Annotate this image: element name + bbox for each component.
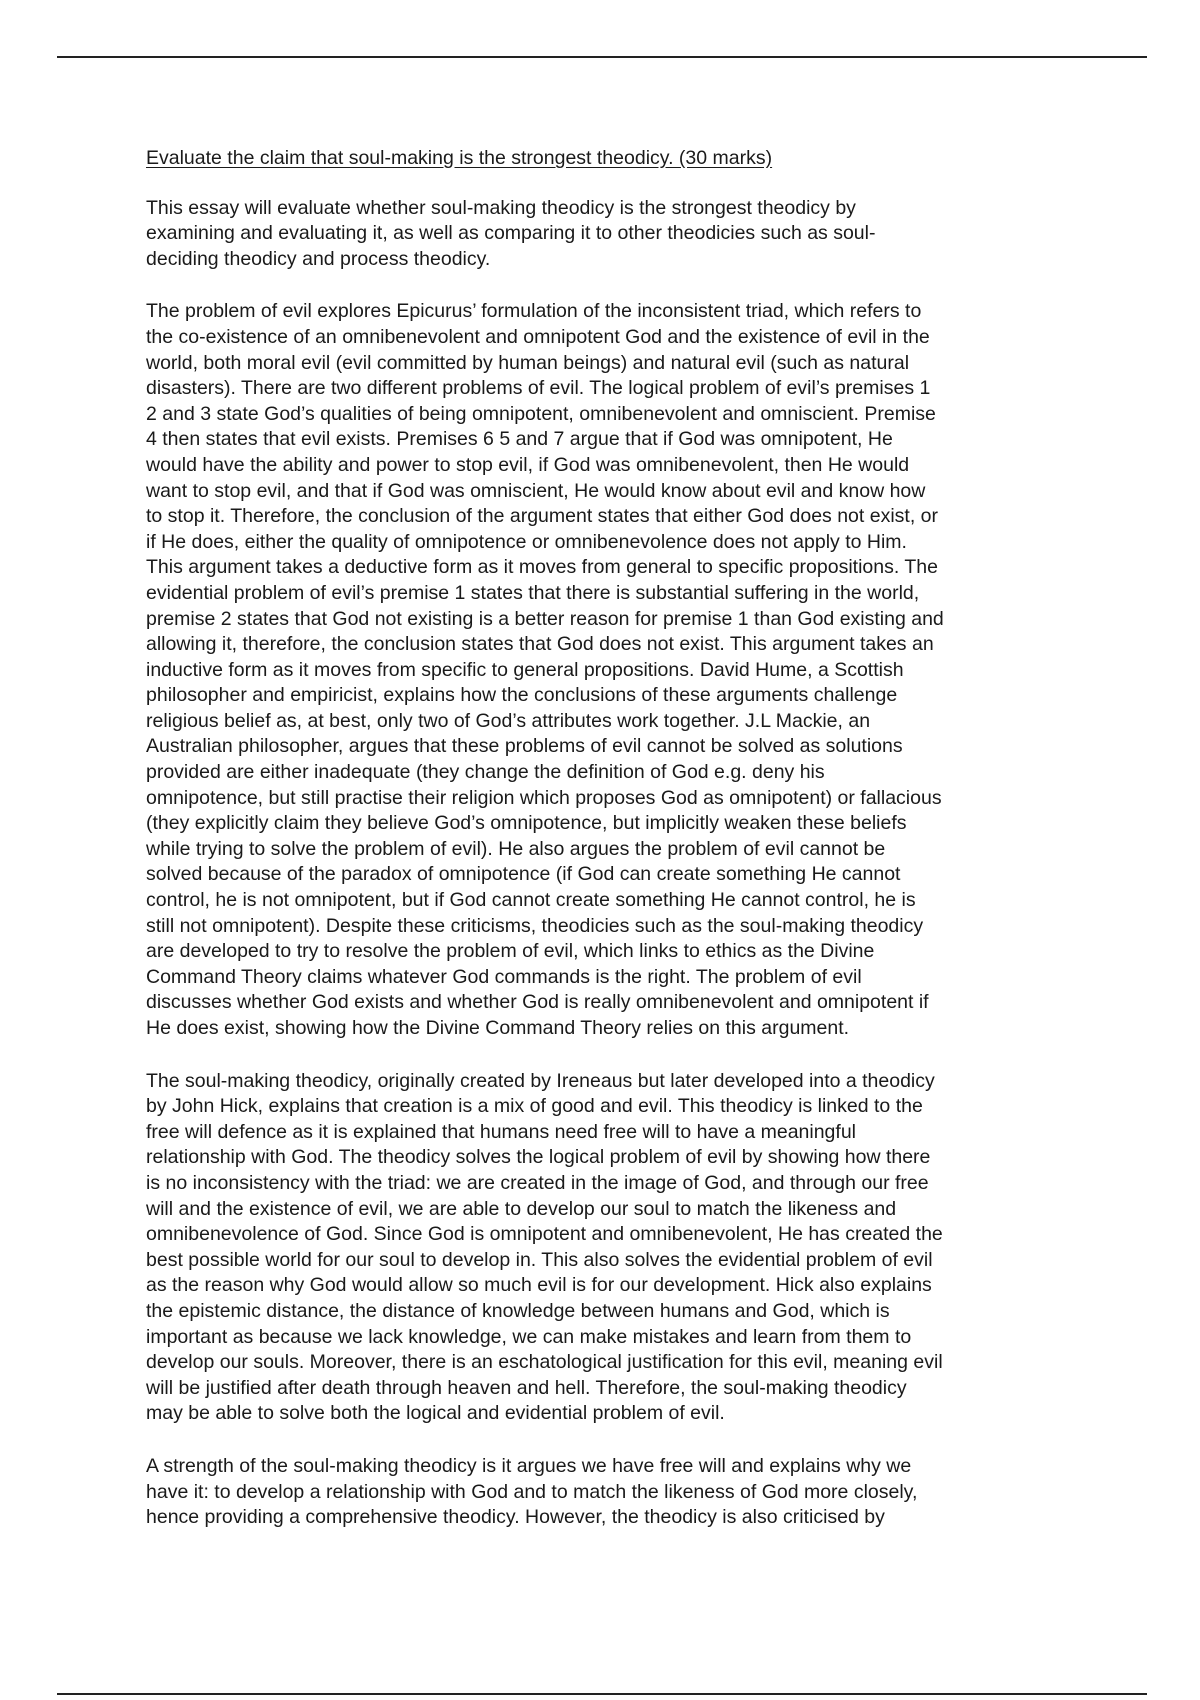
text-line: inductive form as it moves from specific to general propositions. David Hume, a Scottish [146, 658, 904, 681]
text-line: if He does, either the quality of omnipotence or omnibenevolence does not apply to Him. [146, 530, 907, 553]
text-line: This argument takes a deductive form as it moves from general to specific propositions. The [146, 556, 938, 579]
paragraph-soul-making-theodicy [146, 1069, 1061, 1427]
text-line: want to stop evil, and that if God was omniscient, He would know about evil and know how [146, 479, 926, 502]
top-rule [57, 56, 1147, 58]
text-line: by John Hick, explains that creation is a mix of good and evil. This theodicy is linked to the [146, 1095, 923, 1118]
text-line: as the reason why God would allow so much evil is for our development. Hick also explains [146, 1274, 932, 1297]
text-line: best possible world for our soul to develop in. This also solves the evidential problem of evil [146, 1248, 933, 1271]
text-line: may be able to solve both the logical and evidential problem of evil. [146, 1402, 725, 1425]
text-line: Australian philosopher, argues that these problems of evil cannot be solved as solutions [146, 735, 903, 758]
text-line: world, both moral evil (evil committed by human beings) and natural evil (such as natural [146, 351, 910, 374]
text-line: solved because of the paradox of omnipotence (if God can create something He cannot [146, 863, 901, 886]
text-line: omnibenevolence of God. Since God is omnipotent and omnibenevolent, He has created the [146, 1223, 943, 1246]
text-line: Command Theory claims whatever God commands is the right. The problem of evil [146, 965, 862, 988]
text-line: 2 and 3 state God’s qualities of being omnipotent, omnibenevolent and omniscient. Premise [146, 402, 936, 425]
text-line: religious belief as, at best, only two of God’s attributes work together. J.L Mackie, an [146, 709, 871, 732]
text-line: A strength of the soul-making theodicy is it argues we have free will and explains why we [146, 1454, 912, 1477]
essay-body [146, 146, 1061, 1558]
text-line: to stop it. Therefore, the conclusion of the argument states that either God does not exist, or [146, 505, 939, 528]
text-line: are developed to try to resolve the problem of evil, which links to ethics as the Divine [146, 940, 875, 963]
text-line: discusses whether God exists and whether God is really omnibenevolent and omnipotent if [146, 991, 929, 1014]
text-line: allowing it, therefore, the conclusion states that God does not exist. This argument takes an [146, 633, 934, 656]
text-line: would have the ability and power to stop evil, if God was omnibenevolent, then He would [146, 453, 910, 476]
text-line: disasters). There are two different problems of evil. The logical problem of evil’s premises 1 [146, 377, 931, 400]
text-line: important as because we lack knowledge, we can make mistakes and learn from them to [146, 1325, 912, 1348]
text-line: the co-existence of an omnibenevolent and omnipotent God and the existence of evil in the [146, 325, 930, 348]
text-line: develop our souls. Moreover, there is an eschatological justification for this evil, meaning evil [146, 1351, 943, 1374]
paragraph-strength [146, 1454, 1061, 1531]
text-line: control, he is not omnipotent, but if God cannot create something He cannot control, he is [146, 889, 916, 912]
text-line: examining and evaluating it, as well as comparing it to other theodicies such as soul- [146, 222, 876, 245]
text-line: (they explicitly claim they believe God’s omnipotence, but implicitly weaken these beliefs [146, 812, 907, 835]
text-line: 4 then states that evil exists. Premises 6 5 and 7 argue that if God was omnipotent, He [146, 428, 893, 451]
paragraph-introduction [146, 196, 1061, 273]
text-line: hence providing a comprehensive theodicy. However, the theodicy is also criticised by [146, 1506, 885, 1529]
text-line: This essay will evaluate whether soul-making theodicy is the strongest theodicy by [146, 196, 856, 219]
bottom-rule [57, 1693, 1147, 1695]
text-line: will and the existence of evil, we are able to develop our soul to match the likeness and [146, 1197, 897, 1220]
text-line: The soul-making theodicy, originally created by Ireneaus but later developed into a theodicy [146, 1069, 935, 1092]
text-line: while trying to solve the problem of evil). He also argues the problem of evil cannot be [146, 837, 886, 860]
text-line: relationship with God. The theodicy solves the logical problem of evil by showing how there [146, 1146, 931, 1169]
text-line: deciding theodicy and process theodicy. [146, 247, 491, 270]
text-line: will be justified after death through heaven and hell. Therefore, the soul-making theodicy [146, 1376, 907, 1399]
text-line: He does exist, showing how the Divine Command Theory relies on this argument. [146, 1017, 850, 1039]
text-line: omnipotence, but still practise their religion which proposes God as omnipotent) or fallacious [146, 786, 942, 809]
paragraph-problem-of-evil [146, 299, 1061, 1041]
text-line: is no inconsistency with the triad: we are created in the image of God, and through our free [146, 1171, 929, 1194]
text-line: free will defence as it is explained that humans need free will to have a meaningful [146, 1120, 856, 1143]
text-line: still not omnipotent). Despite these criticisms, theodicies such as the soul-making theodicy [146, 914, 924, 937]
essay-title: Evaluate the claim that soul-making is the strongest theodicy. (30 marks) [146, 147, 773, 169]
text-line: provided are either inadequate (they change the definition of God e.g. deny his [146, 761, 825, 784]
text-line: have it: to develop a relationship with God and to match the likeness of God more closely, [146, 1480, 918, 1503]
text-line: evidential problem of evil’s premise 1 states that there is substantial suffering in the world, [146, 581, 920, 604]
text-line: philosopher and empiricist, explains how the conclusions of these arguments challenge [146, 684, 898, 707]
text-line: The problem of evil explores Epicurus’ formulation of the inconsistent triad, which refers to [146, 300, 922, 323]
text-line: the epistemic distance, the distance of knowledge between humans and God, which is [146, 1299, 890, 1322]
text-line: premise 2 states that God not existing is a better reason for premise 1 than God existing and [146, 607, 944, 630]
